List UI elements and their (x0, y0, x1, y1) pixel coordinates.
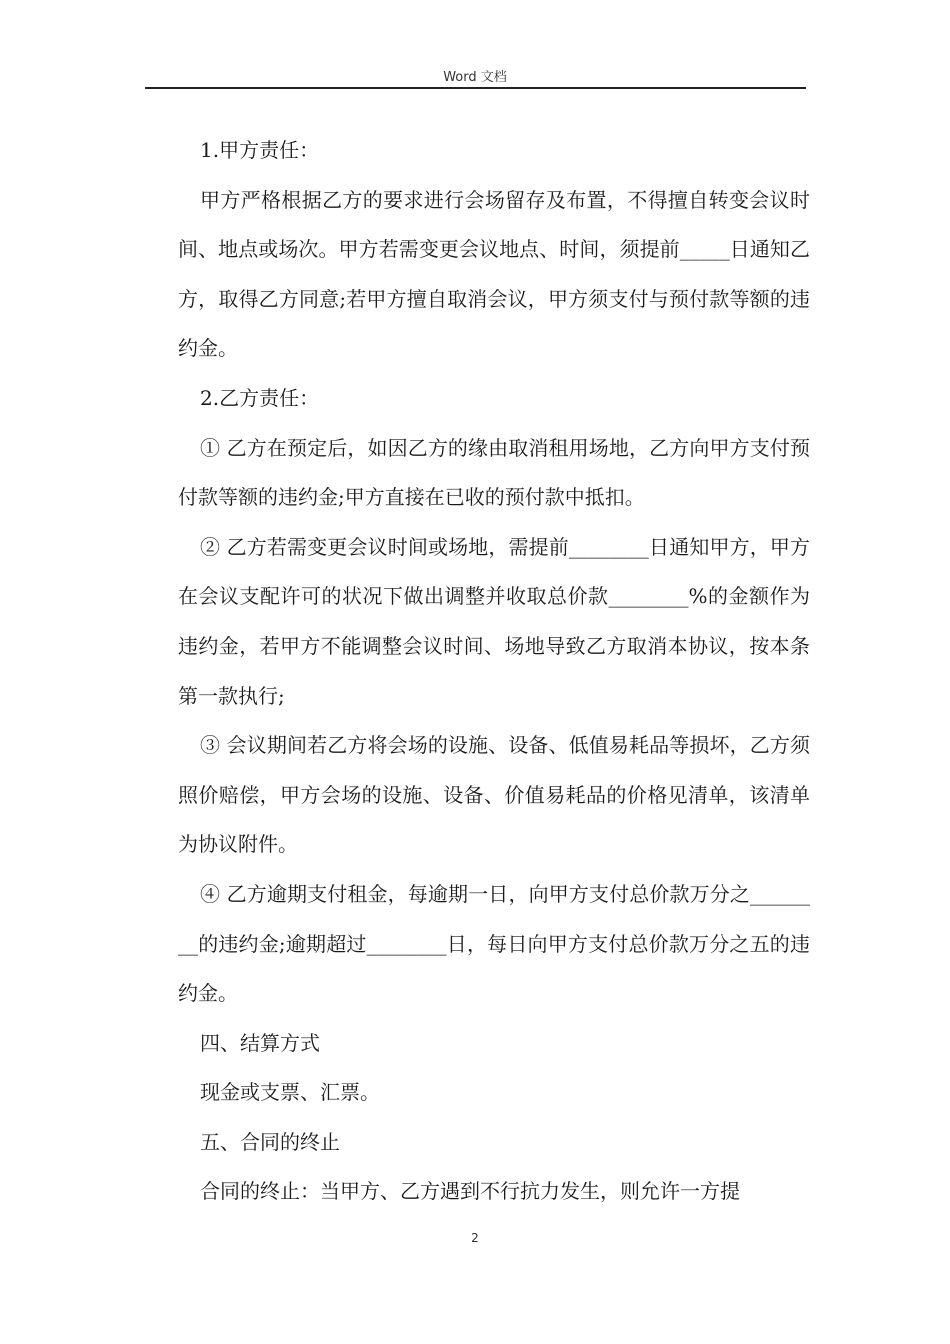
paragraph-settlement: 现金或支票、汇票。 (200, 1080, 380, 1105)
paragraph-party-a-duties: 甲方严格根据乙方的要求进行会场留存及布置，不得擅自转变会议时间、地点或场次。甲方若需变更会议地点、时间，须提前_____日通知乙方，取得乙方同意;若甲方擅自取消会议，甲方须支付与预付款等额的违约金。 (178, 187, 810, 361)
section-heading-settlement: 四、结算方式 (200, 1030, 320, 1055)
paragraph-party-a-heading: 1.甲方责任： (200, 138, 320, 162)
paragraph-party-b-item-3: ③ 会议期间若乙方将会场的设施、设备、低值易耗品等损坏，乙方须照价赔偿，甲方会场的设施、设备、价值易耗品的价格见清单，该清单为协议附件。 (178, 733, 810, 857)
paragraph-party-b-item-4: ④ 乙方逾期支付租金，每逾期一日，向甲方支付总价款万分之________的违约金;逾期超过________日，每日向甲方支付总价款万分之五的违约金。 (178, 881, 810, 1006)
header-divider (145, 87, 806, 89)
paragraph-party-b-heading: 2.乙方责任： (200, 385, 320, 410)
paragraph-party-b-item-1: ① 乙方在预定后，如因乙方的缘由取消租用场地，乙方向甲方支付预付款等额的违约金;甲方直接在已收的预付款中抵扣。 (178, 435, 810, 510)
paragraph-termination: 合同的终止：当甲方、乙方遇到不行抗力发生，则允许一方提 (200, 1179, 740, 1204)
page-number: 2 (471, 1231, 479, 1245)
document-body (178, 126, 810, 1217)
page-header: Word 文档 (443, 70, 507, 85)
section-heading-termination: 五、合同的终止 (200, 1129, 340, 1154)
paragraph-party-b-item-2: ② 乙方若需变更会议时间或场地，需提前________日通知甲方，甲方在会议支配许可的状况下做出调整并收取总价款________%的金额作为违约金，若甲方不能调整会议时间、场地导致乙方取消本协议，按本条第一款执行; (178, 534, 810, 708)
